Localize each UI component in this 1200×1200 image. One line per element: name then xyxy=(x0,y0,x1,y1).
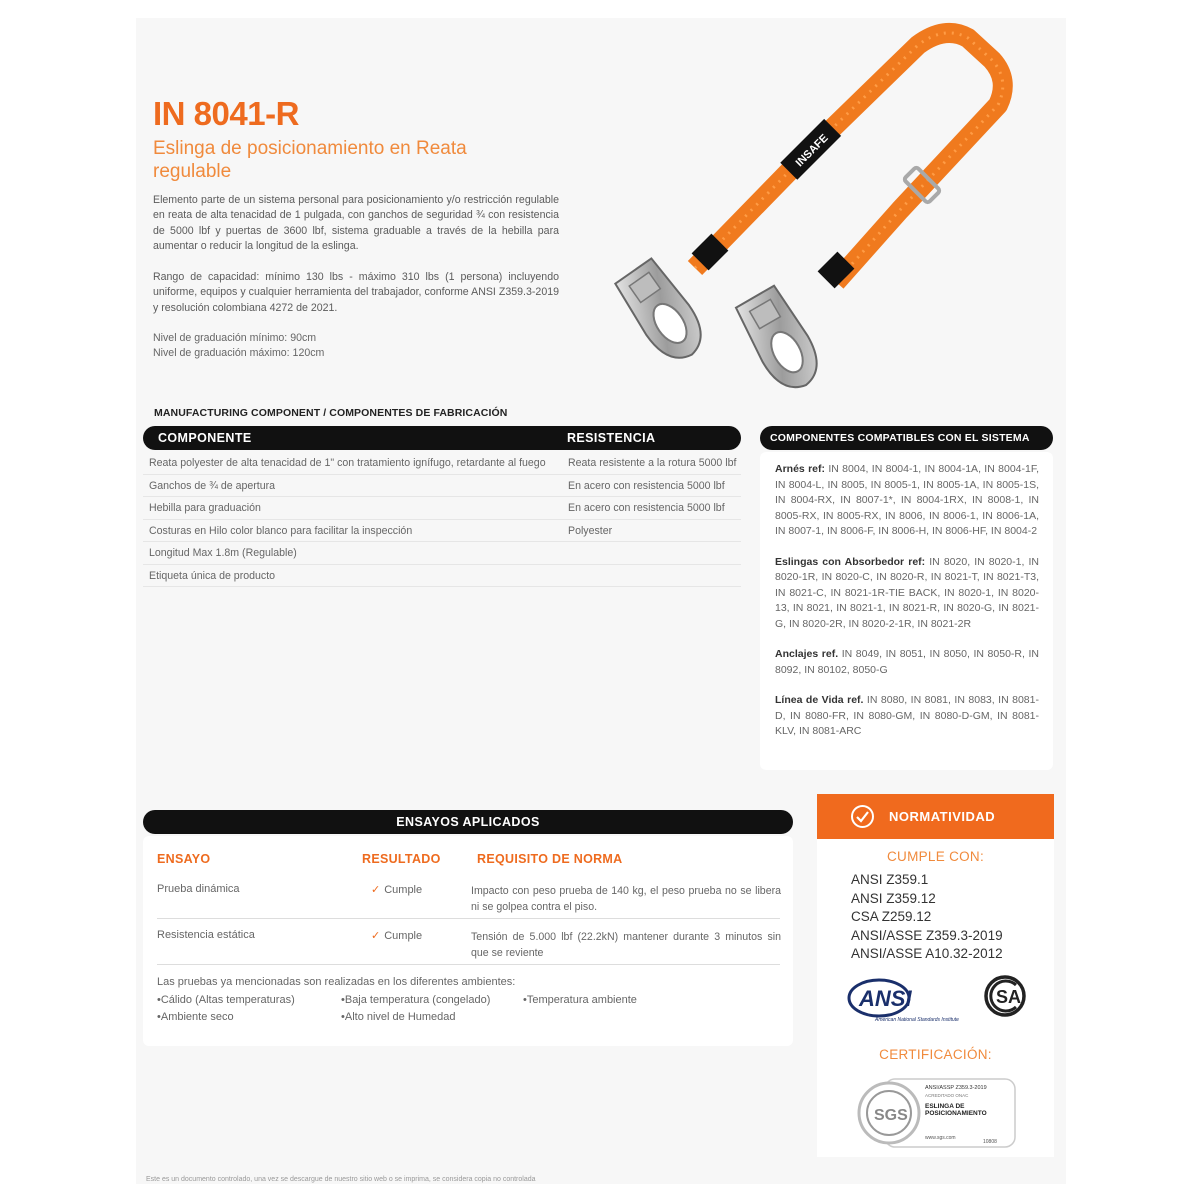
environment-item: •Cálido (Altas temperaturas) xyxy=(157,994,295,1006)
compat-label: Arnés ref: xyxy=(775,463,826,475)
test-name: Prueba dinámica xyxy=(157,883,240,895)
sgs-standard: ANSI/ASSP Z359.3-2019 xyxy=(925,1085,987,1091)
table-row xyxy=(143,520,741,543)
component-column-header: COMPONENTE xyxy=(158,431,252,445)
requirement-column-header: REQUISITO DE NORMA xyxy=(477,852,623,866)
norms-panel xyxy=(817,839,1054,1157)
test-result xyxy=(371,883,422,896)
result-text: Cumple xyxy=(384,884,423,896)
compatible-components-panel xyxy=(760,452,1053,770)
check-circle-icon xyxy=(851,805,874,828)
component-table-header xyxy=(143,426,741,450)
complies-label: CUMPLE CON: xyxy=(886,849,985,864)
table-row xyxy=(143,475,741,498)
test-name: Resistencia estática xyxy=(157,929,255,941)
compatible-lifelines xyxy=(775,693,1039,740)
sgs-product-line2: POSICIONAMIENTO xyxy=(925,1110,987,1117)
resistance-cell: Reata resistente a la rotura 5000 lbf xyxy=(568,457,737,469)
compat-text: IN 8080, IN 8081, IN 8083, IN 8081-D, IN 8080-FR, IN 8080-GM, IN 8080-D-GM, IN 8081-KLV, IN 8081-ARC xyxy=(775,694,1039,737)
sgs-code: 10808 xyxy=(983,1139,997,1145)
ansi-logo-text: ANSI xyxy=(859,986,912,1011)
compatible-harness xyxy=(775,462,1039,540)
sgs-certification-logo xyxy=(855,1075,1017,1151)
environment-item: •Ambiente seco xyxy=(157,1011,234,1023)
compat-label: Eslingas con Absorbedor ref: xyxy=(775,555,926,568)
tests-header xyxy=(143,810,793,834)
resistance-cell: En acero con resistencia 5000 lbf xyxy=(568,502,725,514)
lanyard-product-image xyxy=(600,20,1060,400)
table-row xyxy=(143,452,741,475)
standard-item: CSA Z259.12 xyxy=(851,909,932,924)
sgs-product-line1: ESLINGA DE xyxy=(925,1103,965,1110)
resistance-cell: En acero con resistencia 5000 lbf xyxy=(568,479,725,492)
table-row xyxy=(143,565,741,588)
graduation-max: Nivel de graduación máximo: 120cm xyxy=(153,347,325,359)
compat-label: Línea de Vida ref. xyxy=(775,694,864,706)
certification-label: CERTIFICACIÓN: xyxy=(879,1047,992,1062)
component-cell: Ganchos de ¾ de apertura xyxy=(149,479,276,492)
result-column-header: RESULTADO xyxy=(362,852,441,866)
norms-title: NORMATIVIDAD xyxy=(889,809,996,824)
csa-logo-text: SA xyxy=(996,987,1022,1007)
norms-header xyxy=(817,794,1054,839)
environment-item: •Temperatura ambiente xyxy=(523,994,637,1006)
standard-item: ANSI Z359.12 xyxy=(851,890,936,906)
result-text: Cumple xyxy=(384,930,423,942)
tests-title: ENSAYOS APLICADOS xyxy=(396,815,540,829)
component-cell: Etiqueta única de producto xyxy=(149,569,276,582)
test-column-header: ENSAYO xyxy=(157,852,211,866)
footer-note: Este es un documento controlado, una vez se descargue de nuestro sitio web o se imprima, se considera copia no controlada xyxy=(146,1176,536,1183)
resistance-cell: Polyester xyxy=(568,524,613,537)
environments-note: Las pruebas ya mencionadas son realizadas en los diferentes ambientes: xyxy=(157,976,516,988)
product-name: Eslinga de posicionamiento en Reata regulable xyxy=(153,138,467,182)
table-row xyxy=(157,919,780,965)
test-result xyxy=(371,929,422,942)
standards-list xyxy=(851,871,1003,964)
sgs-accreditation: ACREDITADO ONAC xyxy=(925,1093,969,1098)
brand-label: INSAFE xyxy=(793,132,831,170)
standard-item: ANSI Z359.1 xyxy=(851,872,929,887)
compat-label: Anclajes ref. xyxy=(775,648,839,660)
sgs-logo-text: SGS xyxy=(874,1107,908,1124)
sgs-url: www.sgs.com xyxy=(925,1135,956,1141)
compat-text: IN 8020, IN 8020-1, IN 8020-1R, IN 8020-C, IN 8020-R, IN 8021-T, IN 8021-T3, IN 8021-C, IN 8021-1R-TIE BACK, IN 8020-1, IN 8020-13, IN 8021, IN 8021-1, IN 8021-R, IN 8020-G, IN 8021-G, IN 8020-2R, IN 8020-2-1R, IN 8021-2R xyxy=(775,555,1039,630)
check-icon: ✓ xyxy=(371,930,381,942)
standard-item: ANSI/ASSE Z359.3-2019 xyxy=(851,927,1003,943)
compatible-components-header xyxy=(760,426,1053,450)
check-icon: ✓ xyxy=(371,884,381,896)
component-table xyxy=(143,452,741,587)
compatible-lanyards xyxy=(775,555,1039,633)
component-cell: Costuras en Hilo color blanco para facilitar la inspección xyxy=(149,524,413,537)
product-description: Elemento parte de un sistema personal para posicionamiento y/o restricción regulable en reata de alta tenacidad de 1 pulgada, con ganchos de seguridad ¾ con resistencia de 5000 lbf y puertas de 3600 lbf, sistema graduable a través de la hebilla para aumentar o reducir la longitud de la eslinga. xyxy=(153,194,559,253)
compatible-components-title: COMPONENTES COMPATIBLES CON EL SISTEMA xyxy=(770,432,1030,444)
resistance-column-header: RESISTENCIA xyxy=(567,431,656,445)
table-row xyxy=(143,497,741,520)
ansi-logo-subtext: American National Standards Institute xyxy=(875,1017,959,1023)
manufacturing-heading: MANUFACTURING COMPONENT / COMPONENTES DE FABRICACIÓN xyxy=(154,407,508,419)
product-code: IN 8041-R xyxy=(153,95,299,132)
tests-panel xyxy=(143,836,793,1046)
compatible-anchors xyxy=(775,647,1039,678)
csa-logo xyxy=(983,973,1027,1019)
table-row xyxy=(157,873,780,919)
environment-item: •Alto nivel de Humedad xyxy=(341,1011,456,1023)
compat-text: IN 8049, IN 8051, IN 8050, IN 8050-R, IN 8092, IN 80102, 8050-G xyxy=(775,648,1039,676)
graduation-min: Nivel de graduación mínimo: 90cm xyxy=(153,332,317,344)
capacity-range: Rango de capacidad: mínimo 130 lbs - máximo 310 lbs (1 persona) incluyendo uniforme, equipos y cualquier herramienta del trabajador, conforme ANSI Z359.3-2019 y resolución colombiana 4272 de 2021. xyxy=(153,271,559,314)
test-requirement: Impacto con peso prueba de 140 kg, el peso prueba no se libera ni se golpea contra el piso. xyxy=(471,885,781,913)
environment-item: •Baja temperatura (congelado) xyxy=(341,994,491,1006)
component-cell: Hebilla para graduación xyxy=(149,502,261,514)
component-cell: Reata polyester de alta tenacidad de 1" con tratamiento ignífugo, retardante al fuego xyxy=(149,457,546,469)
ansi-logo xyxy=(845,974,965,1024)
test-requirement: Tensión de 5.000 lbf (22.2kN) mantener durante 3 minutos sin que se reviente xyxy=(471,931,781,959)
table-row xyxy=(143,542,741,565)
standard-item: ANSI/ASSE A10.32-2012 xyxy=(851,946,1003,961)
compat-text: IN 8004, IN 8004-1, IN 8004-1A, IN 8004-1F, IN 8004-L, IN 8005, IN 8005-1, IN 8005-1A, IN 8005-1S, IN 8004-RX, IN 8007-1*, IN 8004-1RX, IN 8008-1, IN 8005-RX, IN 8005-RX, IN 8006, IN 8006-1, IN 8006-1A, IN 8007-1, IN 8006-F, IN 8006-H, IN 8006-HF, IN 8004-2 xyxy=(775,463,1039,537)
component-cell: Longitud Max 1.8m (Regulable) xyxy=(149,547,297,559)
